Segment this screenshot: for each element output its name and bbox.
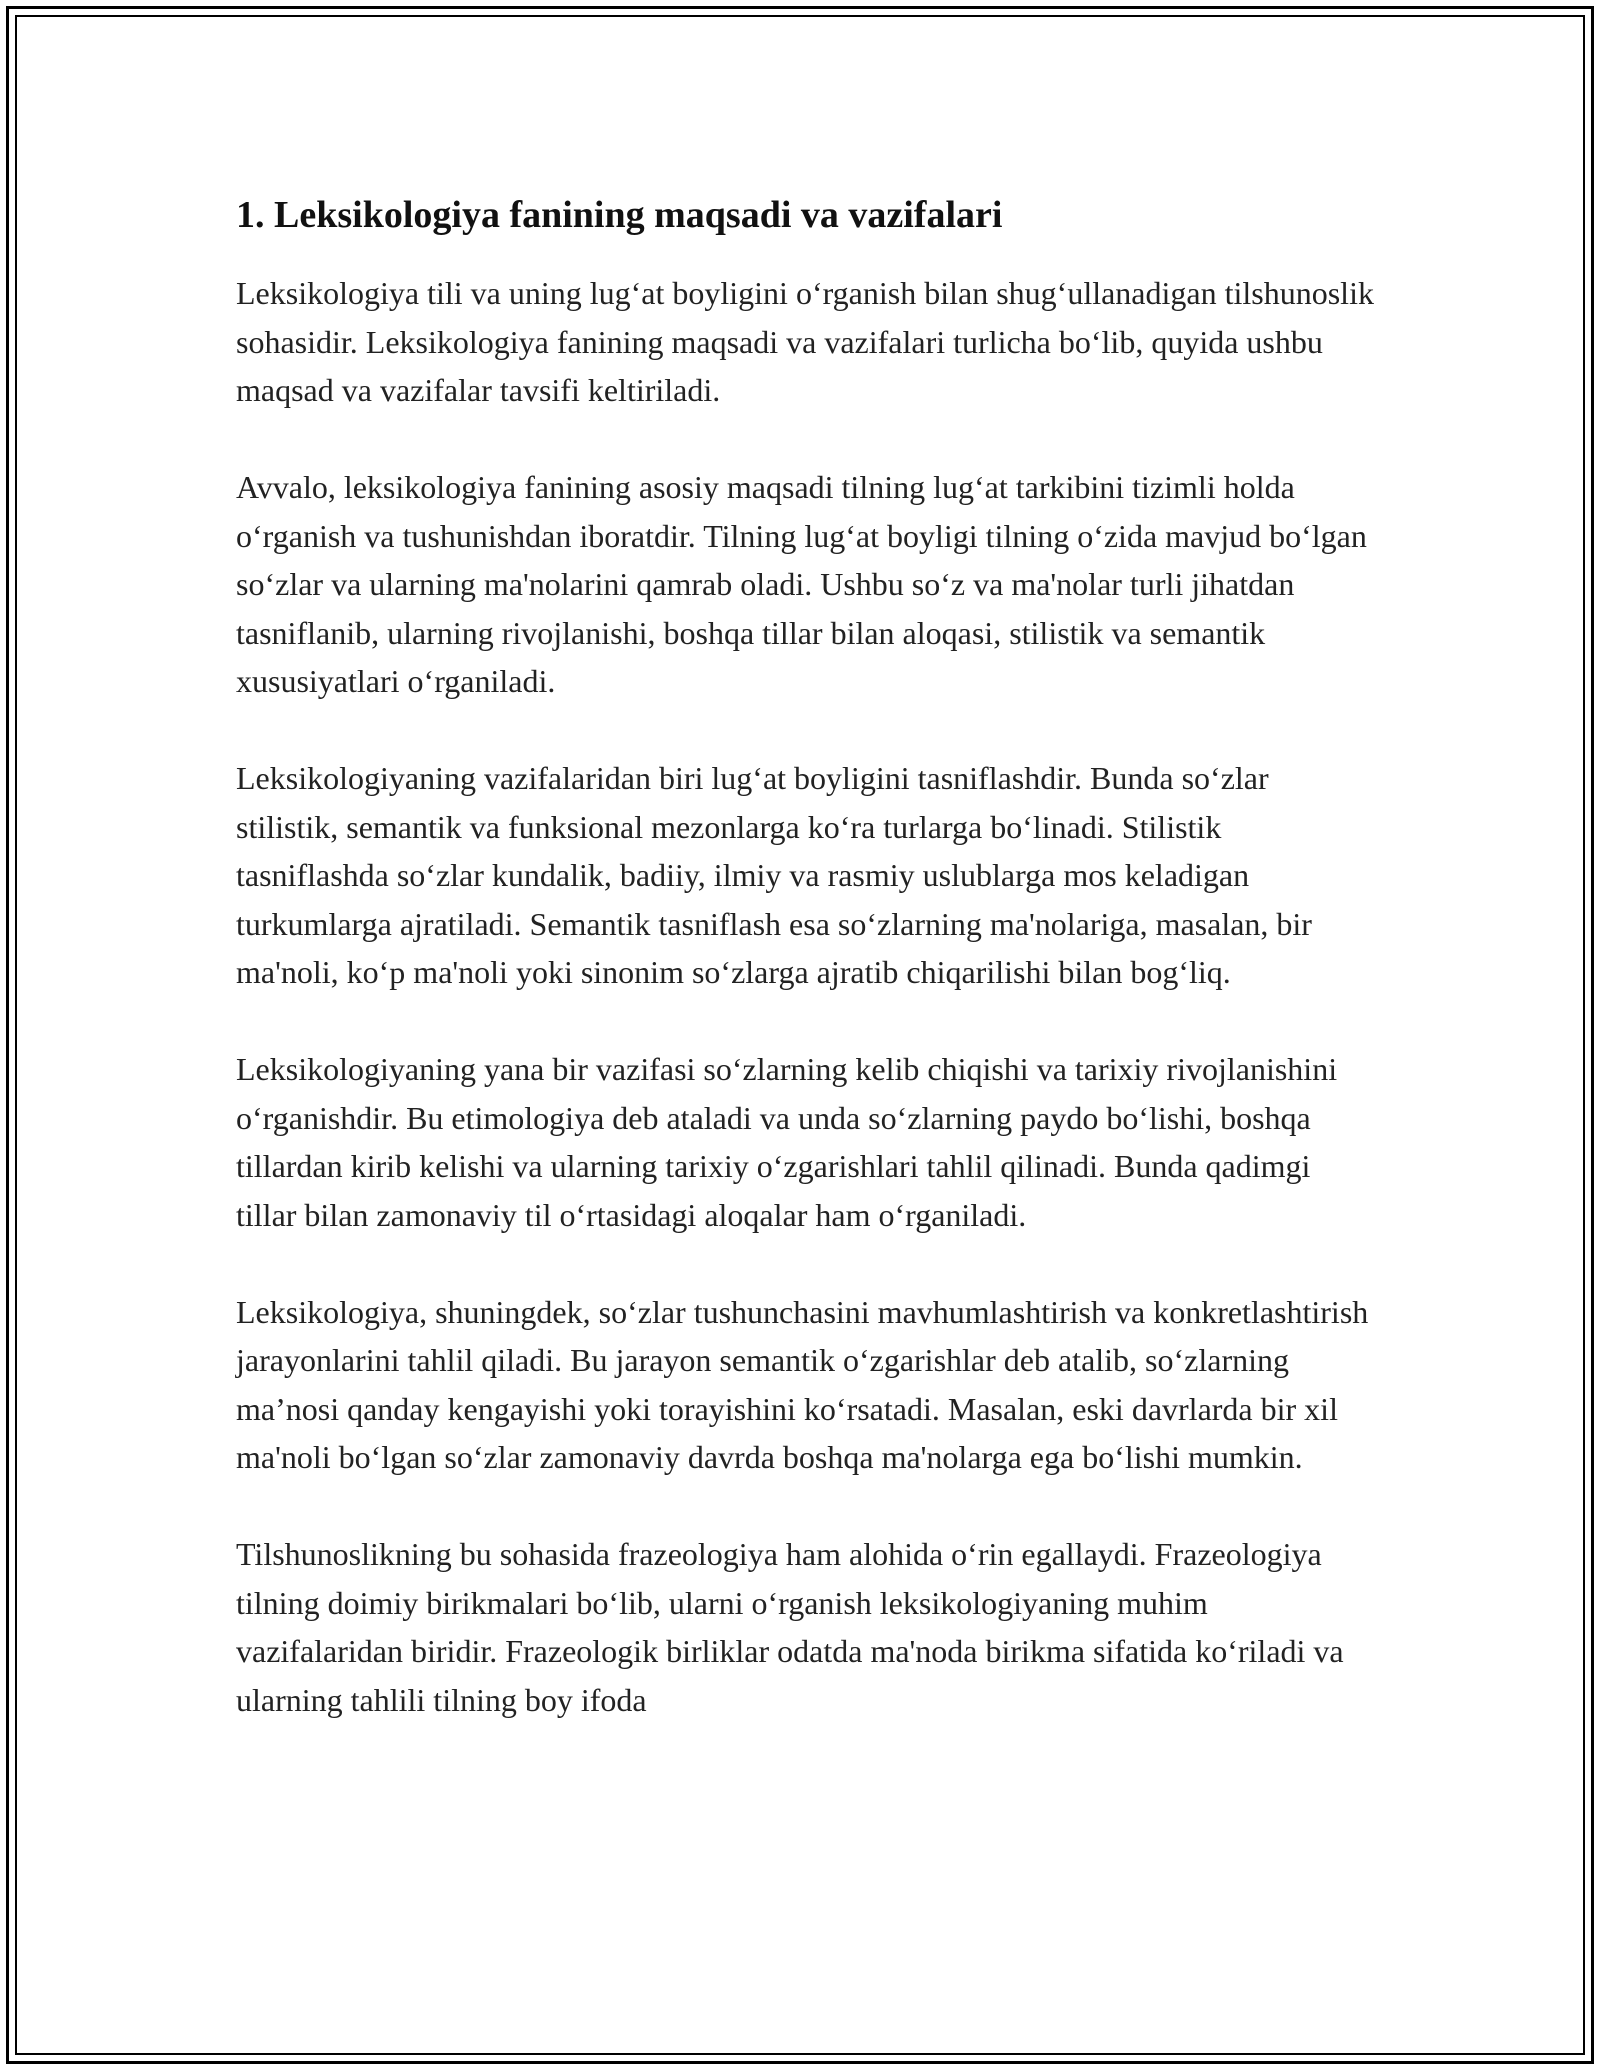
section-title: 1. Leksikologiya fanining maqsadi va vazifalari [236, 194, 1003, 236]
paragraph-2: Avvalo, leksikologiya fanining asosiy maqsadi tilning lug‘at tarkibini tizimli holda o‘rganish va tushunishdan iboratdir. Tilning lug‘at boyligi tilning o‘zida mavjud bo‘lgan so‘zlar va ularning ma'nolarini qamrab oladi. Ushbu so‘z va ma'nolar turli jihatdan tasniflanib, ularning rivojlanishi, boshqa tillar bilan aloqasi, stilistik va semantik xususiyatlari o‘rganiladi. [236, 469, 1367, 699]
paragraph-6: Tilshunoslikning bu sohasida frazeologiya ham alohida o‘rin egallaydi. Frazeologiya tilning doimiy birikmalari bo‘lib, ularni o‘rganish leksikologiyaning muhim vazifalaridan biridir. Frazeologik birliklar odatda ma'noda birikma sifatida ko‘riladi va ularning tahlili tilning boy ifoda [236, 1536, 1344, 1718]
paragraph-3: Leksikologiyaning vazifalaridan biri lug‘at boyligini tasniflashdir. Bunda so‘zlar stilistik, semantik va funksional mezonlarga ko‘ra turlarga bo‘linadi. Stilistik tasniflashda so‘zlar kundalik, badiiy, ilmiy va rasmiy uslublarga mos keladigan turkumlarga ajratiladi. Semantik tasniflash esa so‘zlarning ma'nolariga, masalan, bir ma'noli, ko‘p ma'noli yoki sinonim so‘zlarga ajratib chiqarilishi bilan bog‘liq. [236, 760, 1312, 990]
paragraph-5: Leksikologiya, shuningdek, so‘zlar tushunchasini mavhumlashtirish va konkretlashtirish jarayonlarini tahlil qiladi. Bu jarayon semantik o‘zgarishlar deb atalib, so‘zlarning ma’nosi qanday kengayishi yoki torayishini ko‘rsatadi. Masalan, eski davrlarda bir xil ma'noli bo‘lgan so‘zlar zamonaviy davrda boshqa ma'nolarga ega bo‘lishi mumkin. [236, 1293, 1369, 1475]
paragraph-4: Leksikologiyaning yana bir vazifasi so‘zlarning kelib chiqishi va tarixiy rivojlanishini o‘rganishdir. Bu etimologiya deb ataladi va unda so‘zlarning paydo bo‘lishi, boshqa tillardan kirib kelishi va ularning tarixiy o‘zgarishlari tahlil qilinadi. Bunda qadimgi tillar bilan zamonaviy til o‘rtasidagi aloqalar ham o‘rganiladi. [236, 1051, 1338, 1233]
paragraph-1: Leksikologiya tili va uning lug‘at boyligini o‘rganish bilan shug‘ullanadigan tilshunoslik sohasidir. Leksikologiya fanining maqsadi va vazifalari turlicha bo‘lib, quyida ushbu maqsad va vazifalar tavsifi keltiriladi. [236, 275, 1374, 408]
document-page [236, 185, 1376, 1773]
